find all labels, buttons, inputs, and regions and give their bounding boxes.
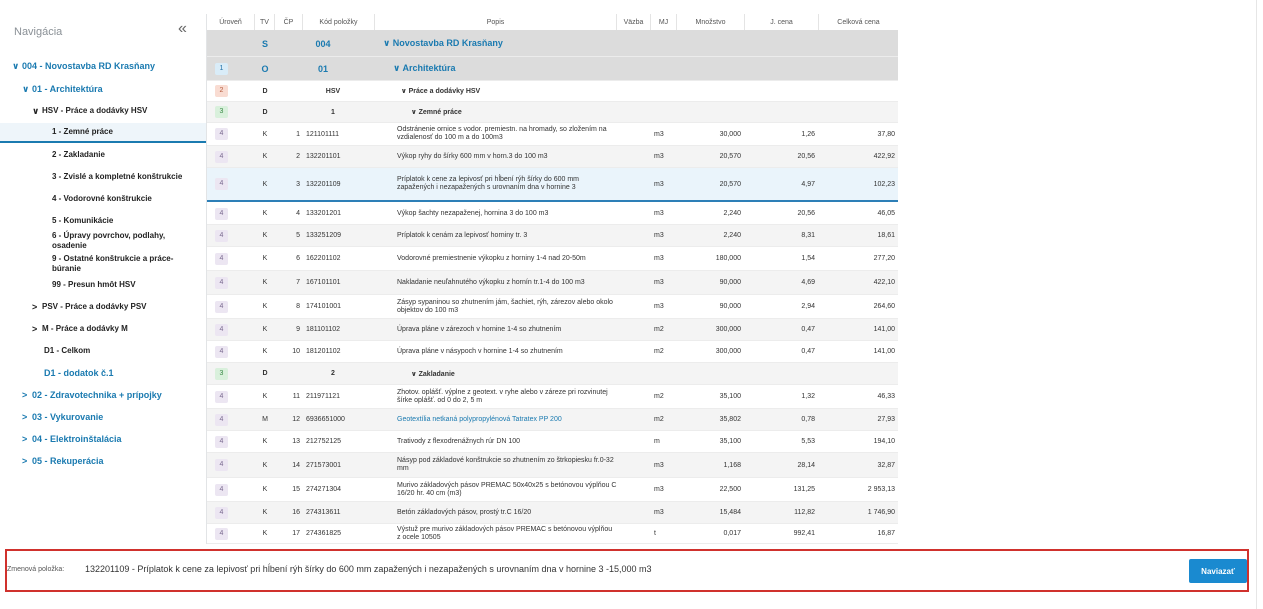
nav-vykurovanie[interactable] bbox=[0, 407, 206, 427]
row-kod: 6936651000 bbox=[306, 416, 345, 423]
row-mj: m3 bbox=[654, 509, 664, 516]
nav-presun-hmot[interactable] bbox=[0, 275, 206, 295]
row-j-cena: 20,56 bbox=[797, 210, 815, 217]
nav-vodorovne-konstrukcie[interactable] bbox=[0, 189, 206, 209]
row-tv: K bbox=[262, 438, 268, 445]
row-level bbox=[207, 478, 255, 501]
row-tv: K bbox=[262, 509, 268, 516]
header-celkova-cena[interactable]: Celková cena bbox=[819, 14, 898, 30]
table-row[interactable] bbox=[207, 203, 898, 225]
nav-rekuperacia[interactable] bbox=[0, 451, 206, 471]
row-tv: K bbox=[262, 303, 268, 310]
group-row-objekt[interactable] bbox=[207, 57, 898, 81]
row-mj: m bbox=[654, 438, 660, 445]
row-cp: 8 bbox=[296, 303, 300, 310]
level-badge: 4 bbox=[215, 528, 228, 540]
row-j-cena: 2,94 bbox=[801, 303, 815, 310]
nav-label: 6 - Úpravy povrchov, podlahy, osadenie bbox=[52, 231, 166, 250]
table-row-selected[interactable] bbox=[207, 168, 898, 202]
row-celkova-cena: 16,87 bbox=[877, 530, 895, 537]
level-badge: 3 bbox=[215, 368, 228, 380]
row-tv: S bbox=[261, 38, 268, 49]
row-mj: m3 bbox=[654, 461, 664, 469]
row-popis: Vodorovné premiestnenie výkopku z horniny 1-4 nad 20-50m bbox=[397, 254, 586, 262]
row-j-cena: 131,25 bbox=[793, 486, 815, 493]
row-cp: 4 bbox=[296, 210, 300, 217]
table-row[interactable] bbox=[207, 123, 898, 146]
nav-upravy-povrchov[interactable] bbox=[0, 231, 170, 255]
level-badge: 4 bbox=[215, 346, 228, 358]
row-celkova-cena: 32,87 bbox=[877, 461, 895, 469]
row-tv: K bbox=[262, 153, 268, 160]
row-mnozstvo: 300,000 bbox=[715, 326, 741, 333]
row-j-cena: 0,47 bbox=[801, 326, 815, 333]
row-mnozstvo: 22,500 bbox=[719, 486, 741, 493]
nav-d1-dodatok[interactable] bbox=[0, 363, 206, 383]
row-cp: 7 bbox=[296, 279, 300, 286]
nav-label: D1 - Celkom bbox=[44, 346, 91, 355]
row-j-cena: 0,47 bbox=[801, 348, 815, 355]
row-j-cena: 28,14 bbox=[797, 461, 815, 469]
row-mnozstvo: 90,000 bbox=[719, 303, 741, 310]
level-badge: 4 bbox=[215, 277, 228, 289]
header-kod[interactable]: Kód položky bbox=[303, 14, 375, 30]
group-row-zemne-prace[interactable] bbox=[207, 102, 898, 123]
row-celkova-cena: 46,05 bbox=[877, 210, 895, 217]
row-level bbox=[207, 102, 255, 122]
nav-label: D1 - dodatok č.1 bbox=[44, 368, 114, 378]
row-tv: D bbox=[262, 370, 268, 377]
row-tv: K bbox=[262, 130, 268, 138]
row-mj: m3 bbox=[654, 210, 664, 217]
row-tv: K bbox=[262, 232, 268, 239]
row-mnozstvo: 300,000 bbox=[715, 348, 741, 355]
row-popis: Výstuž pre murivo základových pásov PREMAC s betónovou výplňou z ocele 10505 bbox=[397, 525, 613, 541]
row-tv: K bbox=[262, 279, 268, 286]
nav-label: 004 - Novostavba RD Krasňany bbox=[22, 61, 156, 71]
row-kod: 174101001 bbox=[306, 303, 342, 310]
row-tv: K bbox=[262, 486, 268, 493]
row-j-cena: 112,82 bbox=[794, 509, 815, 516]
row-celkova-cena: 141,00 bbox=[873, 348, 895, 355]
row-mj: m2 bbox=[654, 348, 664, 355]
table-row[interactable] bbox=[207, 225, 898, 247]
window-edge-divider bbox=[1256, 0, 1257, 609]
level-badge: 4 bbox=[215, 151, 228, 163]
table-row[interactable] bbox=[207, 271, 898, 295]
nav-label: 05 - Rekuperácia bbox=[32, 456, 104, 466]
row-mj: m2 bbox=[654, 326, 664, 333]
header-mj[interactable]: MJ bbox=[651, 14, 677, 30]
level-badge: 1 bbox=[215, 63, 228, 75]
row-popis: Murivo základových pásov PREMAC 50x40x25 s betónovou výplňou C 16/20 hr. 40 cm (m3) bbox=[397, 481, 617, 497]
nav-label: 4 - Vodorovné konštrukcie bbox=[52, 194, 152, 203]
row-kod: 121101111 bbox=[306, 130, 339, 138]
header-tv[interactable]: TV bbox=[255, 14, 275, 30]
row-level bbox=[207, 203, 255, 224]
row-mnozstvo: 35,100 bbox=[719, 438, 741, 445]
row-popis: ∨ Zemné práce bbox=[411, 109, 462, 116]
row-tv: K bbox=[262, 326, 268, 333]
row-mnozstvo: 30,000 bbox=[719, 130, 741, 138]
row-mj: m3 bbox=[654, 303, 664, 310]
row-celkova-cena: 422,10 bbox=[873, 279, 895, 286]
navigation-sidebar bbox=[0, 14, 206, 544]
row-popis: Nakladanie neuľahnutého výkopku z hornín tr.1-4 do 100 m3 bbox=[397, 278, 585, 286]
chevron-right-icon: > bbox=[22, 412, 28, 422]
row-cp: 1 bbox=[296, 130, 300, 138]
nav-m-prace[interactable] bbox=[0, 319, 206, 339]
row-level bbox=[207, 146, 255, 167]
nav-label: 9 - Ostatné konštrukcie a práce-búranie bbox=[52, 254, 174, 273]
row-cp: 2 bbox=[296, 153, 300, 160]
row-popis-link[interactable]: Geotextília netkaná polypropylénová Tatratex PP 200 bbox=[397, 415, 562, 423]
row-celkova-cena: 422,92 bbox=[873, 153, 895, 160]
row-kod: 133251209 bbox=[306, 232, 342, 239]
level-badge: 2 bbox=[215, 85, 228, 97]
table-row[interactable] bbox=[207, 453, 898, 478]
chevron-right-icon: > bbox=[22, 390, 28, 400]
group-row-zakladanie[interactable] bbox=[207, 363, 898, 385]
table-row[interactable] bbox=[207, 524, 898, 544]
table-row[interactable] bbox=[207, 478, 898, 502]
budget-table bbox=[206, 14, 898, 544]
row-tv: M bbox=[262, 416, 268, 423]
row-mnozstvo: 2,240 bbox=[723, 210, 741, 217]
chevron-right-icon: > bbox=[22, 456, 28, 466]
level-badge: 4 bbox=[215, 436, 228, 448]
row-mj: m3 bbox=[654, 130, 664, 138]
sidebar-header bbox=[0, 14, 206, 50]
row-j-cena: 1,54 bbox=[801, 255, 815, 262]
nav-elektroinstalacia[interactable] bbox=[0, 429, 206, 449]
row-j-cena: 8,31 bbox=[801, 232, 815, 239]
row-popis: Betón základových pásov, prostý tr.C 16/20 bbox=[397, 508, 532, 516]
row-level bbox=[207, 409, 255, 430]
row-level bbox=[207, 363, 255, 384]
chevron-right-icon: > bbox=[22, 434, 28, 444]
table-header bbox=[207, 14, 898, 31]
table-row[interactable] bbox=[207, 409, 898, 431]
row-popis: Trativody z flexodrenážnych rúr DN 100 bbox=[397, 437, 521, 445]
nav-psv[interactable] bbox=[0, 297, 206, 317]
nav-label: 99 - Presun hmôt HSV bbox=[52, 280, 136, 289]
row-mj: m3 bbox=[654, 180, 664, 188]
table-row[interactable] bbox=[207, 502, 898, 524]
level-badge: 4 bbox=[215, 253, 228, 265]
level-badge: 4 bbox=[215, 208, 228, 220]
row-level bbox=[207, 225, 255, 246]
nav-project[interactable] bbox=[0, 56, 206, 76]
row-j-cena: 0,78 bbox=[801, 416, 815, 423]
nav-label: M - Práce a dodávky M bbox=[42, 324, 128, 333]
row-kod: 004 bbox=[315, 38, 331, 49]
row-kod: 1 bbox=[331, 108, 335, 116]
row-tv: D bbox=[262, 87, 268, 95]
change-item-details: 132201109 - Príplatok k cene za lepivosť pri hĺbení rýh šírky do 600 mm zapažených i nezapažených s urovnaním dna v hornine 3 -15,000 m3 bbox=[85, 564, 652, 574]
row-popis: ∨ Práce a dodávky HSV bbox=[401, 88, 481, 95]
row-cp: 3 bbox=[296, 180, 300, 188]
chevron-down-icon: ∨ bbox=[32, 106, 40, 116]
level-badge: 4 bbox=[215, 507, 228, 519]
row-kod: 181101102 bbox=[306, 326, 340, 333]
nav-label: 03 - Vykurovanie bbox=[32, 412, 104, 422]
row-mnozstvo: 20,570 bbox=[719, 153, 741, 160]
row-level bbox=[207, 247, 255, 270]
table-row[interactable] bbox=[207, 247, 898, 271]
row-mj: m3 bbox=[654, 232, 664, 239]
group-row-stavba[interactable] bbox=[207, 31, 898, 57]
row-kod: 133201201 bbox=[306, 210, 342, 217]
row-level bbox=[207, 453, 255, 477]
row-cp: 16 bbox=[292, 509, 300, 516]
row-tv: K bbox=[262, 530, 268, 537]
nav-label: HSV - Práce a dodávky HSV bbox=[42, 106, 148, 115]
row-tv: K bbox=[262, 393, 268, 400]
chevron-down-icon: ∨ bbox=[22, 84, 30, 94]
row-j-cena: 5,53 bbox=[801, 438, 815, 445]
row-celkova-cena: 194,10 bbox=[873, 438, 895, 445]
row-kod: 162201102 bbox=[306, 255, 341, 262]
row-level bbox=[207, 57, 255, 80]
row-kod: 211971121 bbox=[306, 393, 340, 400]
row-popis: Odstránenie ornice s vodor. premiestn. na hromady, so zložením na vzdialenosť do 100 m a do 100m3 bbox=[397, 126, 607, 141]
nav-label: 3 - Zvislé a kompletné konštrukcie bbox=[52, 172, 183, 181]
row-mj: m3 bbox=[654, 486, 664, 493]
row-celkova-cena: 1 746,90 bbox=[867, 509, 895, 516]
row-cp: 5 bbox=[296, 232, 300, 239]
row-level bbox=[207, 319, 255, 340]
nav-zdravotechnika[interactable] bbox=[0, 385, 206, 405]
row-popis: Výkop šachty nezapaženej, hornina 3 do 100 m3 bbox=[397, 209, 549, 217]
row-popis: Úprava pláne v násypoch v hornine 1-4 so zhutnením bbox=[397, 347, 563, 355]
row-tv: O bbox=[261, 63, 269, 74]
header-popis[interactable]: Popis bbox=[375, 14, 617, 30]
nav-architektura[interactable] bbox=[0, 79, 206, 99]
table-row[interactable] bbox=[207, 431, 898, 453]
row-level bbox=[207, 123, 255, 145]
row-celkova-cena: 37,80 bbox=[877, 130, 895, 138]
row-cp: 15 bbox=[292, 486, 300, 493]
row-kod: HSV bbox=[325, 87, 341, 95]
nav-label: 2 - Zakladanie bbox=[52, 150, 105, 159]
row-celkova-cena: 46,33 bbox=[877, 393, 895, 400]
row-j-cena: 4,97 bbox=[801, 180, 815, 188]
link-button[interactable]: Naviazať bbox=[1189, 559, 1247, 583]
row-kod: 271573001 bbox=[306, 461, 342, 469]
row-cp: 11 bbox=[292, 393, 300, 400]
row-tv: D bbox=[262, 108, 268, 116]
row-j-cena: 20,56 bbox=[797, 153, 815, 160]
row-mj: t bbox=[654, 530, 656, 537]
row-celkova-cena: 18,61 bbox=[877, 232, 895, 239]
row-mj: m2 bbox=[654, 416, 664, 423]
row-mnozstvo: 1,168 bbox=[723, 461, 741, 469]
level-badge: 4 bbox=[215, 230, 228, 242]
chevron-right-icon: > bbox=[32, 324, 38, 334]
nav-label: 1 - Zemné práce bbox=[52, 127, 113, 136]
row-tv: K bbox=[262, 461, 268, 469]
level-badge: 4 bbox=[215, 324, 228, 336]
row-kod: 212752125 bbox=[306, 438, 342, 445]
row-celkova-cena: 277,20 bbox=[873, 255, 895, 262]
group-row-hsv[interactable] bbox=[207, 81, 898, 102]
row-cp: 14 bbox=[292, 461, 300, 469]
row-mnozstvo: 180,000 bbox=[715, 255, 741, 262]
row-popis: Výkop ryhy do šírky 600 mm v horn.3 do 100 m3 bbox=[397, 152, 548, 160]
nav-zemne-prace[interactable] bbox=[0, 123, 206, 143]
row-mnozstvo: 15,484 bbox=[719, 509, 741, 516]
header-uroven[interactable]: Úroveň bbox=[207, 14, 255, 30]
row-popis: Príplatok k cenám za lepivosť horniny tr. 3 bbox=[397, 231, 528, 239]
nav-zvisle-konstrukcie[interactable] bbox=[0, 167, 206, 187]
row-kod: 274313611 bbox=[306, 509, 341, 516]
row-kod: 01 bbox=[317, 63, 328, 74]
level-badge: 4 bbox=[215, 301, 228, 313]
chevron-right-icon: > bbox=[32, 302, 38, 312]
row-celkova-cena: 102,23 bbox=[873, 180, 895, 188]
level-badge: 4 bbox=[215, 128, 228, 140]
level-badge: 3 bbox=[215, 106, 228, 118]
row-level bbox=[207, 295, 255, 318]
row-j-cena: 1,32 bbox=[801, 393, 815, 400]
nav-label: 5 - Komunikácie bbox=[52, 216, 114, 225]
nav-komunikacie[interactable] bbox=[0, 211, 206, 231]
row-j-cena: 4,69 bbox=[801, 279, 815, 286]
row-tv: K bbox=[262, 255, 268, 262]
row-popis: ∨ Architektúra bbox=[393, 63, 456, 73]
level-badge: 4 bbox=[215, 484, 228, 496]
row-kod: 2 bbox=[331, 370, 335, 377]
table-row[interactable] bbox=[207, 295, 898, 319]
row-cp: 10 bbox=[292, 348, 300, 355]
row-celkova-cena: 264,60 bbox=[873, 303, 895, 310]
row-popis: ∨ Novostavba RD Krasňany bbox=[383, 38, 503, 48]
row-popis: Násyp pod základové konštrukcie so zhutnením zo štrkopiesku fr.0-32 mm bbox=[397, 457, 614, 472]
row-level bbox=[207, 81, 255, 101]
table-row[interactable] bbox=[207, 319, 898, 341]
row-popis: ∨ Zakladanie bbox=[411, 370, 455, 378]
row-popis: Zásyp sypaninou so zhutnením jám, šachiet, rýh, zárezov alebo okolo objektov do 100 m3 bbox=[397, 298, 613, 314]
table-row[interactable] bbox=[207, 341, 898, 363]
row-cp: 6 bbox=[296, 255, 300, 262]
row-level bbox=[207, 385, 255, 408]
nav-label: 02 - Zdravotechnika + prípojky bbox=[32, 390, 162, 400]
row-level bbox=[207, 168, 255, 200]
sidebar-title: Navigácia bbox=[14, 26, 63, 38]
nav-label: 04 - Elektroinštalácia bbox=[32, 434, 122, 444]
row-mj: m3 bbox=[654, 255, 664, 262]
level-badge: 4 bbox=[215, 391, 228, 403]
row-tv: K bbox=[262, 180, 268, 188]
level-badge: 4 bbox=[215, 459, 228, 471]
nav-d1-celkom[interactable] bbox=[0, 341, 206, 361]
nav-label: 01 - Architektúra bbox=[32, 84, 103, 94]
row-mj: m3 bbox=[654, 279, 664, 286]
row-j-cena: 992,41 bbox=[793, 530, 815, 537]
row-mnozstvo: 20,570 bbox=[719, 180, 741, 188]
row-celkova-cena: 2 953,13 bbox=[867, 486, 895, 493]
change-item-panel bbox=[5, 549, 1249, 592]
chevron-down-icon: ∨ bbox=[12, 61, 20, 71]
header-j-cena[interactable]: J. cena bbox=[745, 14, 819, 30]
row-level bbox=[207, 341, 255, 362]
table-row[interactable] bbox=[207, 146, 898, 168]
row-cp: 9 bbox=[296, 326, 300, 333]
row-level bbox=[207, 271, 255, 294]
header-cp[interactable]: ČP bbox=[275, 14, 303, 30]
row-celkova-cena: 27,93 bbox=[877, 416, 895, 423]
row-cp: 13 bbox=[292, 438, 300, 445]
change-item-label: Zmenová položka: bbox=[7, 566, 65, 573]
row-kod: 274361825 bbox=[306, 530, 342, 537]
row-popis: Úprava pláne v zárezoch v hornine 1-4 so zhutnením bbox=[397, 325, 562, 333]
row-popis: Zhotov. oplášť. výplne z geotext. v ryhe alebo v záreze pri rozvinutej šírke oplášť. od 0 do 2, 5 m bbox=[397, 388, 608, 404]
collapse-sidebar-icon[interactable]: « bbox=[178, 20, 187, 37]
level-badge: 4 bbox=[215, 414, 228, 426]
row-mj: m3 bbox=[654, 153, 664, 160]
nav-label: PSV - Práce a dodávky PSV bbox=[42, 302, 147, 311]
row-cp: 12 bbox=[292, 416, 300, 423]
row-kod: 132201101 bbox=[306, 153, 341, 160]
row-kod: 181201102 bbox=[306, 348, 341, 355]
row-tv: K bbox=[262, 348, 268, 355]
row-mnozstvo: 35,802 bbox=[719, 416, 741, 423]
nav-zakladanie[interactable] bbox=[0, 145, 206, 165]
row-level bbox=[207, 524, 255, 543]
row-kod: 274271304 bbox=[306, 486, 342, 493]
row-level bbox=[207, 431, 255, 452]
row-level bbox=[207, 502, 255, 523]
row-kod: 167101101 bbox=[306, 279, 341, 286]
table-row[interactable] bbox=[207, 385, 898, 409]
row-kod: 132201109 bbox=[306, 180, 341, 188]
header-mnozstvo[interactable]: Množstvo bbox=[677, 14, 745, 30]
row-tv: K bbox=[262, 210, 268, 217]
row-mnozstvo: 35,100 bbox=[719, 393, 741, 400]
row-j-cena: 1,26 bbox=[801, 130, 815, 138]
row-mj: m2 bbox=[654, 393, 664, 400]
row-mnozstvo: 90,000 bbox=[719, 279, 741, 286]
row-popis: Príplatok k cene za lepivosť pri hĺbení rýh šírky do 600 mm zapažených i nezapažených s urovnaním dna v hornine 3 bbox=[397, 176, 579, 191]
row-mnozstvo: 2,240 bbox=[723, 232, 741, 239]
nav-hsv[interactable] bbox=[0, 101, 206, 121]
level-badge: 4 bbox=[215, 178, 228, 190]
row-cp: 17 bbox=[292, 530, 300, 537]
row-celkova-cena: 141,00 bbox=[873, 326, 895, 333]
row-mnozstvo: 0,017 bbox=[723, 530, 741, 537]
header-vazba[interactable]: Väzba bbox=[617, 14, 651, 30]
